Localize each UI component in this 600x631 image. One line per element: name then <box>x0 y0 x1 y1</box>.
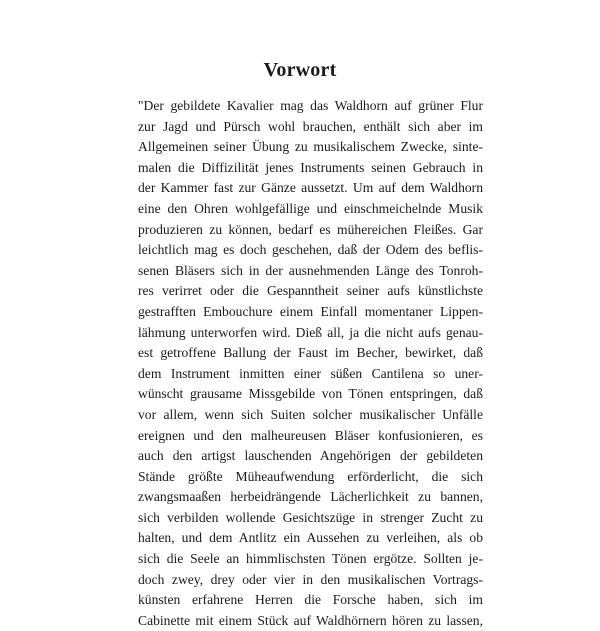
text-line: produzieren zu können, bedarf es mühereichen Fleißes. Gar <box>138 221 483 237</box>
text-line: senen Bläsers sich in der ausnehmenden Länge des Tonroh- <box>138 262 483 278</box>
text-line: lähmung unterworfen wird. Dieß all, ja die nicht aufs genau- <box>138 324 483 340</box>
text-line: leichtlich mag es doch geschehen, daß der Odem des beflis- <box>138 242 483 258</box>
text-line: zwangsmaaßen herbeidrängende Lächerlichkeit zu bannen, <box>138 489 483 505</box>
text-line: sich verbilden wollende Gesichtszüge in strenger Zucht zu <box>138 509 483 525</box>
page-title: Vorwort <box>263 59 337 81</box>
text-line: doch zwey, drey oder vier in den musikalischen Vortrags- <box>138 571 483 587</box>
text-line: zur Jagd und Pürsch wohl brauchen, enthält sich aber im <box>138 118 483 134</box>
text-line: "Der gebildete Kavalier mag das Waldhorn auf grüner Flur <box>138 98 483 113</box>
text-line: ereignen und den malheureusen Bläser konfusionieren, es <box>138 427 483 443</box>
text-line: künsten erfahrene Herren die Forsche haben, sich im <box>138 592 483 608</box>
body-paragraph <box>138 96 483 631</box>
text-line: vor allem, wenn sich Suiten solcher musikalischer Unfälle <box>138 406 483 422</box>
text-line: malen die Diffizilität jenes Instruments seinen Gebrauch in <box>138 159 483 175</box>
text-line: Allgemeinen seiner Übung zu musikalischem Zwecke, sinte- <box>138 139 483 155</box>
text-line: sich die Seele an himmlischsten Tönen ergötze. Sollten je- <box>138 551 483 567</box>
text-line: dem Instrument inmitten einer süßen Cantilena so uner- <box>138 365 483 381</box>
text-line: der Kammer fast zur Gänze aussetzt. Um auf dem Waldhorn <box>138 180 483 196</box>
text-line: eine den Ohren wohlgefällige und einschmeichelnde Musik <box>138 200 483 216</box>
text-line: Stände größte Müheaufwendung erförderlicht, die sich <box>138 468 483 484</box>
text-line: wünscht grausame Missgebilde von Tönen entspringen, daß <box>138 386 483 402</box>
text-line: auch den artigst lauschenden Angehörigen der gebildeten <box>138 448 483 464</box>
text-line: res verirret oder die Gespanntheit seiner aufs künstlichste <box>138 283 483 299</box>
text-line: est getroffene Ballung der Faust im Becher, bewirket, daß <box>138 345 483 361</box>
text-line: Cabinette mit einem Stück auf Waldhörnern hören zu lassen, <box>138 612 483 628</box>
text-line: halten, und dem Antlitz ein Aussehen zu verleihen, als ob <box>138 530 483 546</box>
text-line: gestrafften Embouchure einem Einfall momentaner Lippen- <box>138 303 483 319</box>
